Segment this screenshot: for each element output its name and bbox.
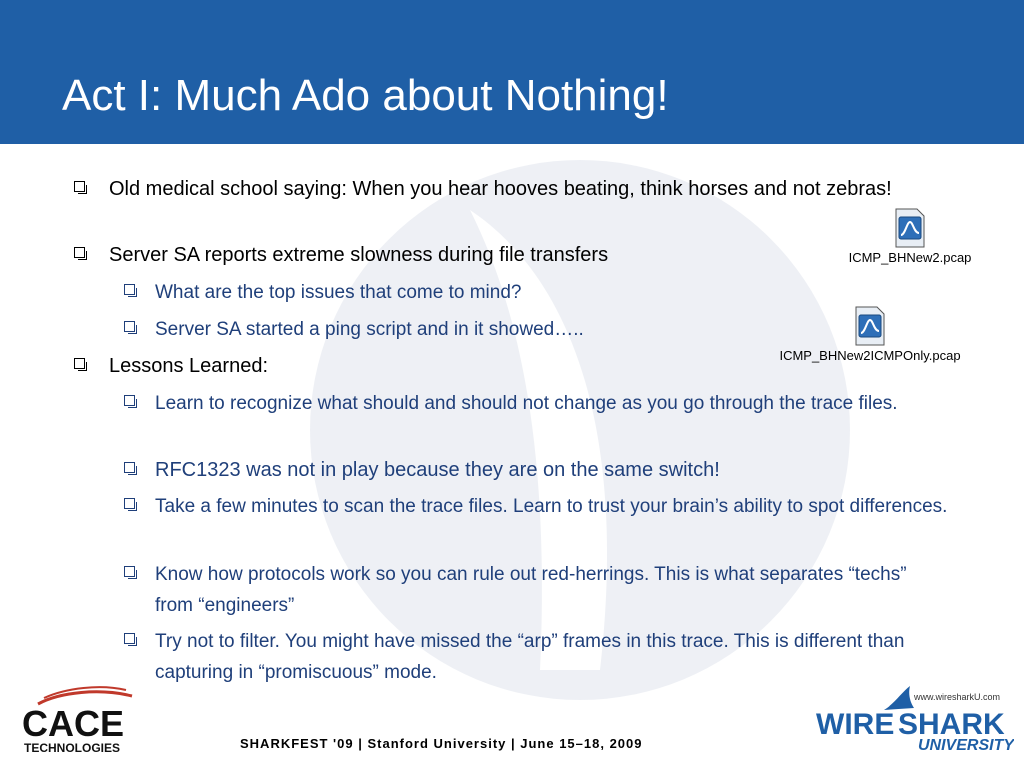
bullet-text: Lessons Learned: — [109, 355, 269, 377]
checkbox-bullet-icon — [124, 284, 135, 295]
wireshark-file-icon — [895, 208, 925, 248]
cace-technologies-logo — [20, 682, 140, 756]
pcap-file-link[interactable] — [830, 208, 990, 265]
checkbox-bullet-icon — [74, 247, 85, 258]
pcap-file-link[interactable] — [756, 306, 984, 363]
svg-text:UNIVERSITY: UNIVERSITY — [918, 737, 1014, 754]
checkbox-bullet-icon — [124, 395, 135, 406]
checkbox-bullet-icon — [74, 358, 85, 369]
sub-bullet-text: Know how protocols work so you can rule out red-herrings. This is what separates “techs” from “engineers” — [155, 564, 907, 616]
checkbox-bullet-icon — [124, 498, 135, 509]
sub-bullet-text: Take a few minutes to scan the trace files. Learn to trust your brain’s ability to spot differences. — [155, 496, 948, 517]
sub-bullet-text: Try not to filter. You might have missed the “arp” frames in this trace. This is different than capturing in “promiscuous” mode. — [155, 631, 905, 683]
sub-bullet-text: What are the top issues that come to mind? — [155, 282, 522, 303]
checkbox-bullet-icon — [124, 633, 135, 644]
footer-text: SHARKFEST '09 | Stanford University | June 15–18, 2009 — [240, 736, 643, 751]
wireshark-file-icon — [855, 306, 885, 346]
wireshark-university-logo — [814, 684, 1014, 756]
svg-text:www.wiresharkU.com: www.wiresharkU.com — [914, 692, 1001, 702]
checkbox-bullet-icon — [124, 462, 135, 473]
checkbox-bullet-icon — [74, 181, 85, 192]
bullet-text: Server SA reports extreme slowness during file transfers — [109, 244, 609, 266]
bullet-item — [74, 174, 954, 236]
file-name: ICMP_BHNew2.pcap — [848, 250, 972, 265]
svg-text:TECHNOLOGIES: TECHNOLOGIES — [24, 741, 121, 755]
sub-bullet-text: Server SA started a ping script and in it showed….. — [155, 319, 584, 340]
file-name: ICMP_BHNew2ICMPOnly.pcap — [779, 348, 961, 363]
bullet-text: Old medical school saying: When you hear hooves beating, think horses and not zebras! — [109, 178, 892, 200]
checkbox-bullet-icon — [124, 321, 135, 332]
sub-bullet-text: Learn to recognize what should and should not change as you go through the trace files. — [155, 393, 898, 414]
svg-text:CACE: CACE — [22, 703, 125, 744]
sub-bullet-text: RFC1323 was not in play because they are on the same switch! — [155, 459, 720, 481]
checkbox-bullet-icon — [124, 566, 135, 577]
slide-title: Act I: Much Ado about Nothing! — [62, 71, 669, 120]
svg-text:WIRE: WIRE — [816, 708, 895, 741]
svg-text:SHARK: SHARK — [898, 708, 1005, 741]
